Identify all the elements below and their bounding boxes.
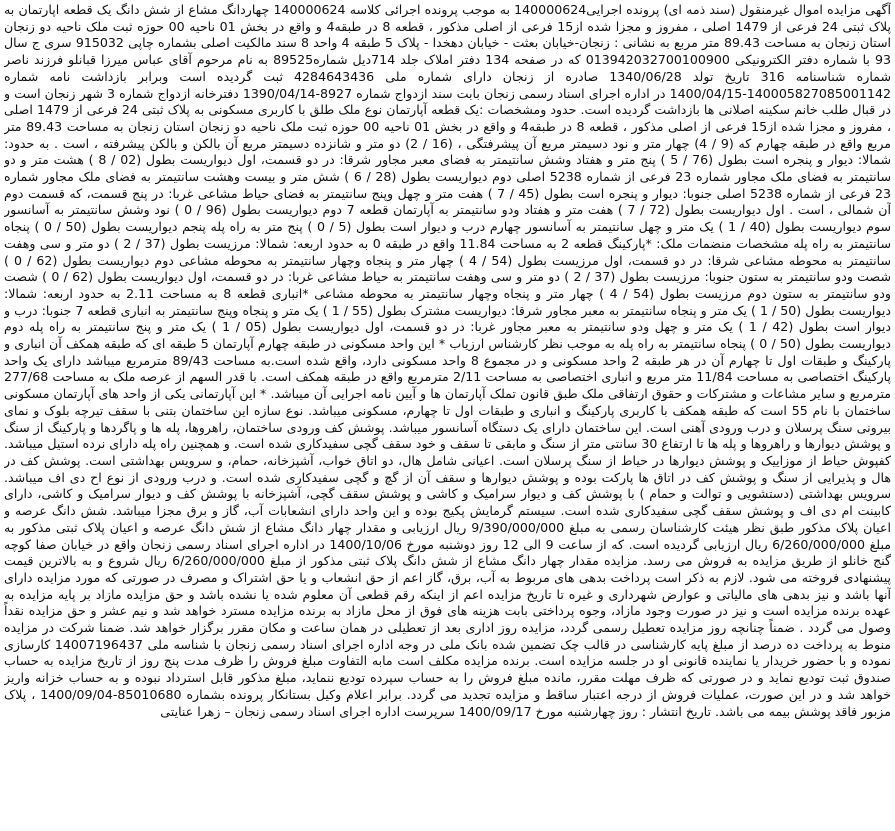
auction-notice-body: آگهی مزایده اموال غیرمنقول (سند ذمه ای) پرونده اجرایی140000624 به موجب پرونده اجرائی کلاسه 140000624 چهاردانگ مشاع از شش دانگ یک قطعه اپارتمان به پلاک ثبتی 24 فرعی از 1479 اصلی ، مفروز و مجزا شده از15 فرعی از اصلی مذکور ، قطعه 8 در طبقه4 و واقع در بخش 01 ناحیه 00 حوزه ثبت ملک ناحیه دو زنجان استان زنجان به مساحت 89.43 متر مربع به نشانی : زنجان-خیابان بعثت - خیابان دهخدا - پلاک 5 طبقه 4 واحد 8 سند مالکیت اصلی بشماره چاپی 915032 سری ج سال 93 با شماره دفتر الکترونیکی 013942032700100900 که در صفحه 134 دفتر املاک جلد 714دیل شماره89525 به نام مرحوم آقای عباس میرزا قبانلو فرزند ناصر شماره شناسنامه 316 تاریخ تولد 1340/06/28 صادره از زنجان دارای شماره ملی 4284643436 ثبت گردیده است وبرابر بازداشت نامه شماره 140005827085001142-1400/04/15 در اداره اجرای اسناد رسمی زنجان بابت سند ازدواج شماره 8927-1390/04/14 دفترخانه ازدواج شماره 3 شهر زنجان است و در قبال طلب خانم سکینه اصلانی ها بازداشت گردیده است. حدود ومشخصات :یک قطعه آپارتمان نوع ملک طلق با کاربری مسکونی به پلاک ثبتی 24 فرعی از 1479 اصلی ، مفروز و مجزا شده از15 فرعی از اصلی مذکور ، قطعه 8 در طبقه4 و واقع در بخش 01 ناحیه 00 حوزه ثبت ملک ناحیه دو زنجان استان زنجان به مساحت 89.43 متر مربع واقع در طبقه چهارم که (9 / 4) چهار متر و نود دسیمتر مربع آن پیشرفتگی ، (16 / 2) دو متر و شانزده دسیمتر مربع آن بالکن و بالکن پیشرفته ، است . به حدود: شمالا: دیوار و پنجره است بطول (76 / 5 ) پنج متر و هفتاد وشش سانتیمتر به فضای معبر مجاور شرقا: در دو قسمت، اول دیواریست بطول (02 / 8 ) هشت متر و دو سانتیمتر به فضای ملک مجاور شماره 23 فرعی از شماره 5238 اصلی دوم دیواریست بطول (28 / 6 ) شش متر و بیست وهشت سانتیمتر به فضای ملک مجاور شماره 23 فرعی از شماره 5238 اصلی جنوبا: دیوار و پنجره است بطول (45 / 7 ) هفت متر و چهل وپنج سانتیمتر به فضای حیاط مشاعی غربا: در پنج قسمت، که قسمت دوم آن شمالی ، است . اول دیواریست بطول (72 / 7 ) هفت متر و هفتاد ودو سانتیمتر به آپارتمان قطعه 7 دوم دیواریست بطول (96 / 0 ) نود وشش سانتیمتر به آسانسور سوم دیواریست بطول (40 / 1 ) یک متر و چهل سانتیمتر به آسانسور چهارم درب و دیوار است بطول (5 / 0 ) پنج متر به راه پله پنجم دیواریست بطول (50 / 0 ) پنجاه سانتیمتر به راه پله مشخصات منضمات ملک: *پارکینگ قطعه 2 به مساحت 11.84 واقع در طبقه 0 به حدود اربعه: شمالا: مرزیست بطول (37 / 2 ) دو متر و سی وهفت سانتیمتر به محوطه مشاعی شرقا: در دو قسمت، اول مرزیست بطول (54 / 4 ) چهار متر و پنجاه وچهار سانتیمتر به محوطه مشاعی دوم دیواریست بطول (62 / 0 ) شصت ودو سانتیمتر به ستون جنوبا: مرزیست بطول (37 / 2 ) دو متر و سی وهفت سانتیمتر به حیاط مشاعی غربا: در دو قسمت، اول دیواریست بطول (62 / 0 ) شصت ودو سانتیمتر به ستون دوم مرزیست بطول (54 / 4 ) چهار متر و پنجاه وچهار سانتیمتر به محوطه مشاعی *انباری قطعه 8 به مساحت 2.11 به حدود اربعه: شمالا: دیواریست بطول (50 / 1 ) یک متر و پنجاه سانتیمتر به معبر مجاور شرقا: دیواریست مشترک بطول (55 / 1 ) یک متر و پنجاه وپنج سانتیمتر به انباری قطعه 7 جنوبا: درب و دیوار است بطول (42 / 1 ) یک متر و چهل ودو سانتیمتر به معبر مجاور غربا: در دو قسمت، اول دیواریست بطول (05 / 1 ) یک متر و پنج سانتیمتر به راه پله دوم دیواریست بطول (50 / 0 ) پنجاه سانتیمتر به راه پله به موجب نظر کارشناس ارزیاب * این واحد مسکونی در طبقه چهارم آپارتمان 5 طبقه ای که طبقه همکف آن انباری و پارکینگ و طبقات اول تا چهارم آن در هر طبقه 2 واحد مسکونی و در مجموع 8 واحد مسکونی دارد، واقع شده است.به مساحت 89/43 مترمربع میباشد دارای یک واحد پارکینگ اختصاصی به مساحت 11/84 متر مربع و انباری اختصاصی به مساحت 2/11 مترمربع واقع در طبقه همکف است. با قدر السهم از عرصه ملک به مساحت 277/68 مترمربع و سایر مشاعات و مشترکات و حقوق ارتفاقی ملک طبق قانون تملک آپارتمان ها و آیین نامه اجرایی آن میباشد. * این آپارتمانی یکی از واحد های آپارتمان مسکونی ساختمان با نام 55 است که طبقه همکف با کاربری پارکینگ و انباری و طبقات اول تا چهارم، مسکونی میباشد. نوع سازه این ساختمان بتنی با سقف تیرچه بلوک و نمای بیرونی سنگ پرسلان و درب ورودی آهنی است. این ساختمان دارای یک دستگاه آسانسور میباشد. پوشش کف ورودی ساختمان، راهروها، پله ها و پاگردها و پارکینگ از سنگ و پوشش دیوارها و راهروها و پله ها تا ارتفاع 30 سانتی متر از سنگ و مابقی تا سقف و خود سقف گچی سفیدکاری شده است. و همچنین راه پله دارای نرده استیل میباشد. کفپوش حیاط از موزاییک و پوشش دیوارها در حیاط از سنگ پرسلان است. اعیانی شامل هال، دو اتاق خواب، آشپزخانه، حمام، و سرویس بهداشتی است. پوشش کف در هال و پذیرایی از سنگ و پوشش کف در اتاق ها پارکت بوده و پوشش دیوارها و سقف آن از گچ و گچی سفیدکاری شده است. و درب ورودی از نوع اح دی اف میباشد. سرویس بهداشتی (دستشویی و توالت و حمام ) با پوشش کف و دیوار سرامیک و کاشی و پوشش سقف گچی، آشپزخانه با پوشش کف و دیوار سرامیک و کاشی، دارای کابینت ام دی اف و پوشش سقف گچی سفیدکاری شده است. سیستم گرمایش پکیج بوده و این واحد دارای انشعابات آب، گاز و برق مجزا میباشد. شش دانگ عرصه و اعیان پلاک مذکور طبق نظر هیئت کارشناسان رسمی به مبلغ 9/390/000/000 ریال ارزیابی و مقدار چهار دانگ مشاع از شش دانگ عرصه و اعیان پلاک ثبتی مذکور به مبلغ 6/260/000/000 ریال ارزیابی گردیده است. که از ساعت 9 الی 12 روز دوشنبه مورخ 1400/10/06 در اداره اجرای اسناد رسمی زنجان واقع در خیابان صفا کوچه گنج خانلو از طریق مزایده به فروش می رسد. مزایده مقدار چهار دانگ مشاع از شش دانگ پلاک ثبتی مذکور از مبلغ 6/260/000/000 ریال شروع و به بالاترین قیمت پیشنهادی فروخته می شود. لازم به ذکر است پرداخت بدهی های مربوط به آب، برق، گاز اعم از حق انشعاب و یا حق اشتراک و مصرف در صورتی که مورد مزایده دارای آنها باشد و نیز بدهی های مالیاتی و عوارض شهرداری و غیره تا تاریخ مزایده اعم از اینکه رقم قطعی آن معلوم شده یا نشده باشد و حق مزایده مازاد بر پایه مزایده به عهده برنده مزایده است و نیز در صورت وجود مازاد، وجوه پرداختی بابت هزینه های فوق از محل مازاد به برنده مزایده مسترد خواهد شد و نیم عشر و حق مزایده نقداً وصول می گردد . ضمناً چنانچه روز مزایده تعطیل رسمی گردد، مزایده روز اداری بعد از تعطیلی در همان ساعت و مکان مقرر برگزار خواهد شد. ضمنا شرکت در مزایده منوط به پرداخت ده درصد از مبلغ پایه کارشناسی در قالب چک تضمین شده بانک ملی در وجه اداره اجرای اسناد رسمی زنجان با شناسه ملی 14007196437 کارسازی نموده و با حضور خریدار یا نماینده قانونی او در جلسه مزایده است. برنده مزایده مکلف است مابه التفاوت مبلغ فروش را ظرف مدت پنج روز از تاریخ مزایده به حساب صندوق ثبت تودیع نماید و در صورتی که ظرف مهلت مقرر، مانده مبلغ فروش را به حساب سپرده تودیع ننماید، مبلغ مذکور قابل استرداد نبوده و به حساب خزانه واریز خواهد شد و در این صورت، عملیات فروش از درجه اعتبار ساقط و مزایده تجدید می گردد. برابر اعلام وکیل بستانکار پرونده بشماره 85010680-1400/09/04 ، پلاک مزبور فاقد پوشش بیمه می باشد. تاریخ انتشار : روز چهارشنبه مورخ 1400/09/17 سرپرست اداره اجرای اسناد رسمی زنجان – زهرا عنایتی [4, 2, 891, 719]
auction-notice-text-block [4, 2, 891, 828]
